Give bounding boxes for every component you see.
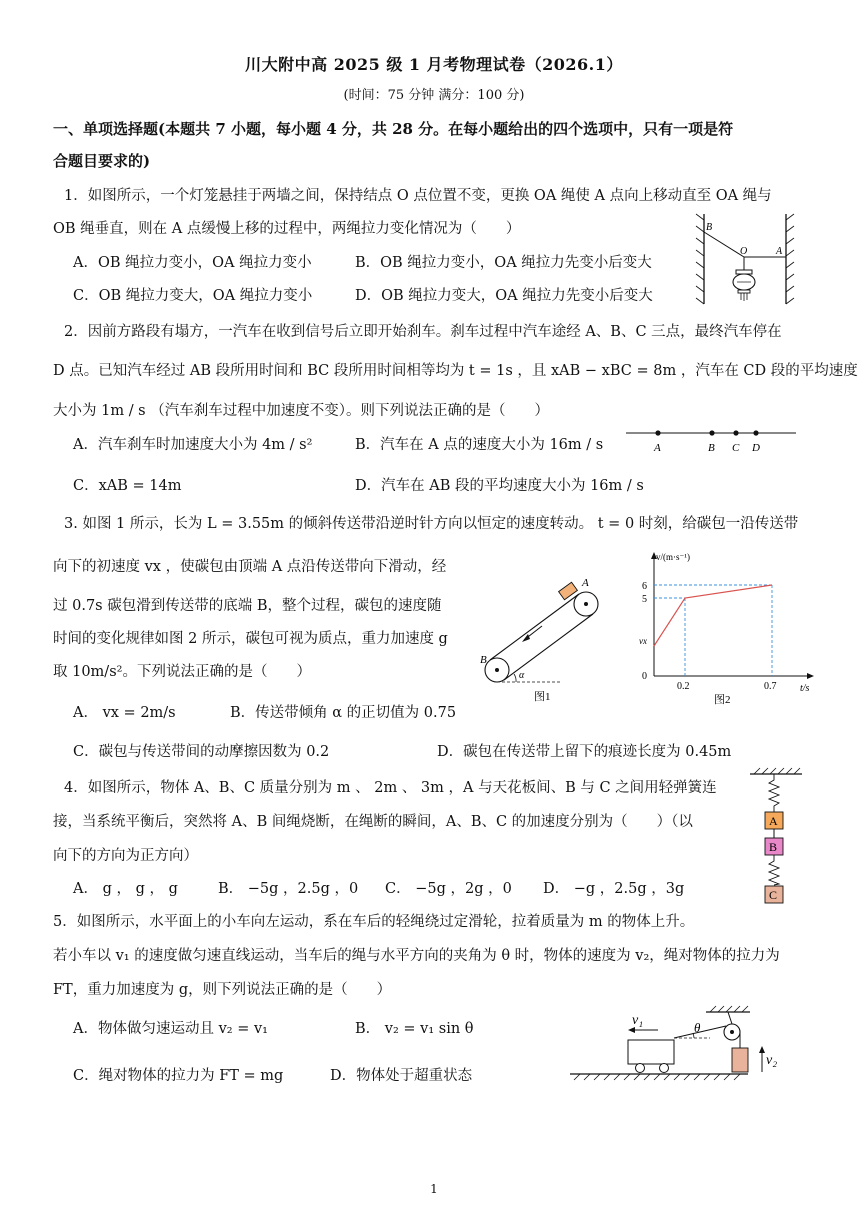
q4-stem-cont2: 向下的方向为正方向） xyxy=(53,848,198,864)
q2-stem-cont: D 点。已知汽车经过 AB 段所用时间和 BC 段所用时间相等均为 t = 1s ，且 xAB − xBC = 8m ，汽车在 CD 段的平均速度 xyxy=(53,363,858,379)
q3-fig1-caption: 图1 xyxy=(534,691,551,703)
q2-option-d: D．汽车在 AB 段的平均速度大小为 16m / s xyxy=(355,478,644,494)
q5-option-c: C．绳对物体的拉力为 FT = mg xyxy=(73,1068,284,1084)
q3-ytick-vx: vx xyxy=(639,636,647,646)
q4-stem-cont: 接，当系统平衡后，突然将 A、B 间绳烧断，在绳断的瞬间，A、B、C 的加速度分别为（ ）（以 xyxy=(53,814,693,830)
q2-option-c: C．xAB = 14m xyxy=(73,478,182,494)
q4-stem: 4．如图所示，物体 A、B、C 质量分别为 m 、 2m 、 3m ，A 与天花板间、B 与 C 之间用轻弹簧连 xyxy=(64,780,717,796)
q3-stem-cont3: 时间的变化规律如图 2 所示，碳包可视为质点，重力加速度 g xyxy=(53,631,448,647)
q5-option-a: A．物体做匀速运动且 v₂ = v₁ xyxy=(73,1021,268,1037)
exam-meta: (时间：75 分钟 满分：100 分) xyxy=(343,88,525,103)
q3-xtick-02: 0.2 xyxy=(677,681,690,692)
q2-label-a: A xyxy=(654,442,661,454)
q3-option-c: C．碳包与传送带间的动摩擦因数为 0.2 xyxy=(73,744,330,760)
q3-option-b: B．传送带倾角 α 的正切值为 0.75 xyxy=(230,705,457,721)
q2-option-a: A．汽车刹车时加速度大小为 4m / s² xyxy=(73,437,313,453)
q4-option-c: C． −5g ，2g ，0 xyxy=(385,881,512,897)
q2-label-b: B xyxy=(708,442,715,454)
q4-block-b: B xyxy=(769,840,778,854)
q3-option-d: D．碳包在传送带上留下的痕迹长度为 0.45m xyxy=(437,744,732,760)
q3-option-a: A． vx = 2m/s xyxy=(73,705,176,721)
section-heading: 一、单项选择题(本题共 7 小题，每小题 4 分，共 28 分。在每小题给出的四个选项中，只有一项是符 xyxy=(53,120,734,138)
q3-xtick-07: 0.7 xyxy=(764,681,777,692)
q2-stem: 2．因前方路段有塌方，一汽车在收到信号后立即开始刹车。刹车过程中汽车途经 A、B、C 三点，最终汽车停在 xyxy=(64,324,782,340)
q3-label-alpha: α xyxy=(519,670,525,681)
q5-label-theta: θ xyxy=(694,1020,701,1035)
q5-option-d: D．物体处于超重状态 xyxy=(330,1068,473,1084)
q4-spring-figure xyxy=(744,766,808,908)
q1-option-b: B．OB 绳拉力变小，OA 绳拉力先变小后变大 xyxy=(355,255,652,271)
q3-stem: 3. 如图 1 所示，长为 L = 3.55m 的倾斜传送带沿逆时针方向以恒定的速度转动。 t = 0 时刻，给碳包一沿传送带 xyxy=(64,516,799,532)
q3-label-b: B xyxy=(480,654,487,666)
q3-ytick-6: 6 xyxy=(642,581,647,592)
q5-stem: 5．如图所示，水平面上的小车向左运动，系在车后的轻绳绕过定滑轮，拉着质量为 m 的物体上升。 xyxy=(53,914,695,930)
q5-label-v1: v₁ xyxy=(632,1013,644,1028)
q5-stem-cont2: FT，重力加速度为 g，则下列说法正确的是（ ） xyxy=(53,982,392,998)
q3-stem-cont4: 取 10m/s²。下列说法正确的是（ ） xyxy=(53,664,311,680)
q1-lantern-figure xyxy=(690,210,798,308)
q3-label-a: A xyxy=(582,577,589,589)
q3-vt-graph xyxy=(632,548,822,710)
q4-block-c: C xyxy=(769,888,778,902)
q1-option-c: C．OB 绳拉力变大，OA 绳拉力变小 xyxy=(73,288,313,304)
q1-option-a: A．OB 绳拉力变小，OA 绳拉力变小 xyxy=(73,255,312,271)
q4-option-b: B． −5g ，2.5g ，0 xyxy=(218,881,359,897)
q2-label-d: D xyxy=(752,442,760,454)
page-number: 1 xyxy=(430,1182,438,1196)
q5-pulley-figure xyxy=(566,1002,786,1092)
q2-option-b: B．汽车在 A 点的速度大小为 16m / s xyxy=(355,437,604,453)
q4-option-d: D． −g ，2.5g ，3g xyxy=(543,881,685,897)
section-heading-cont: 合题目要求的) xyxy=(53,152,151,170)
q5-stem-cont: 若小车以 v₁ 的速度做匀速直线运动，当车后的绳与水平方向的夹角为 θ 时，物体的速度为 v₂，绳对物体的拉力为 xyxy=(53,948,780,964)
q1-stem: 1．如图所示，一个灯笼悬挂于两墙之间，保持结点 O 点位置不变，更换 OA 绳使 A 点向上移动直至 OA 绳与 xyxy=(64,188,772,204)
q1-stem-cont: OB 绳垂直，则在 A 点缓慢上移的过程中，两绳拉力变化情况为（ ） xyxy=(53,221,521,237)
q3-graph-xlabel: t/s xyxy=(800,683,810,694)
q1-label-a: A xyxy=(776,246,783,257)
q3-conveyor-figure xyxy=(472,570,622,710)
q5-option-b: B． v₂ = v₁ sin θ xyxy=(355,1021,474,1037)
q1-label-b: B xyxy=(706,222,713,233)
q2-road-figure xyxy=(624,422,800,456)
page-title: 川大附中高 2025 级 1 月考物理试卷（2026.1） xyxy=(245,55,623,74)
q3-ytick-5: 5 xyxy=(642,594,647,605)
q2-stem-cont2: 大小为 1m / s （汽车刹车过程中加速度不变）。则下列说法正确的是（ ） xyxy=(53,403,549,419)
q3-graph-ylabel: v/(m·s⁻¹) xyxy=(656,552,690,562)
q5-label-v2: v₂ xyxy=(766,1053,778,1068)
q3-fig2-caption: 图2 xyxy=(714,694,731,706)
q2-label-c: C xyxy=(732,442,740,454)
q3-stem-cont: 向下的初速度 vx ，使碳包由顶端 A 点沿传送带向下滑动，经 xyxy=(53,559,447,575)
q3-ytick-0: 0 xyxy=(642,671,647,682)
q1-option-d: D．OB 绳拉力变大，OA 绳拉力先变小后变大 xyxy=(355,288,653,304)
q3-stem-cont2: 过 0.7s 碳包滑到传送带的底端 B，整个过程，碳包的速度随 xyxy=(53,598,442,614)
q4-block-a: A xyxy=(769,814,778,828)
q4-option-a: A． g ， g ， g xyxy=(73,881,178,897)
q1-label-o: O xyxy=(740,246,748,257)
